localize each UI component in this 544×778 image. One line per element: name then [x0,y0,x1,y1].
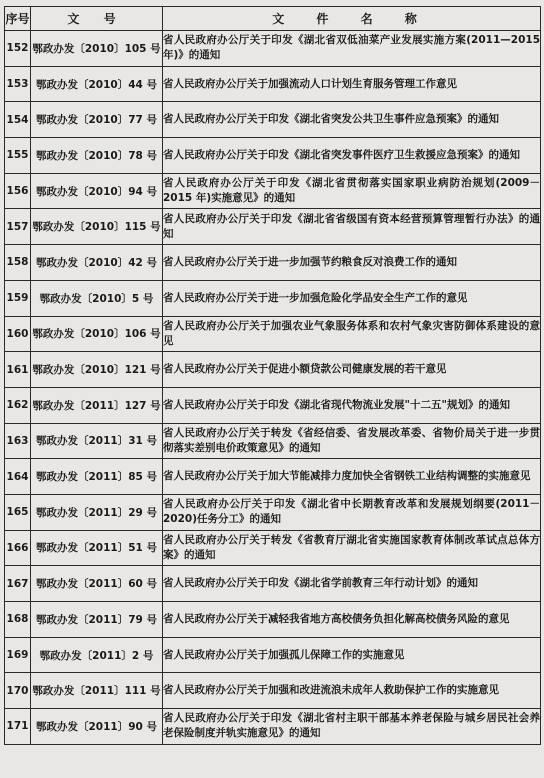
row-title: 省人民政府办公厅关于印发《湖北省省级国有资本经营预算管理暂行办法》的通知 [163,209,541,245]
table-row [5,209,541,245]
row-seq: 153 [5,66,31,102]
table-row [5,423,541,459]
row-seq: 168 [5,602,31,638]
table-row [5,173,541,209]
row-doc-no: 鄂政办发〔2010〕42 号 [31,245,163,281]
table-row [5,494,541,530]
row-seq: 171 [5,709,31,745]
row-title: 省人民政府办公厅关于减轻我省地方高校债务负担化解高校债务风险的意见 [163,602,541,638]
table-row [5,352,541,388]
row-title: 省人民政府办公厅关于加强农业气象服务体系和农村气象灾害防御体系建设的意见 [163,316,541,352]
row-seq: 160 [5,316,31,352]
row-doc-no: 鄂政办发〔2011〕79 号 [31,602,163,638]
table-row [5,245,541,281]
row-doc-no: 鄂政办发〔2011〕31 号 [31,423,163,459]
row-seq: 167 [5,566,31,602]
row-doc-no: 鄂政办发〔2011〕51 号 [31,530,163,566]
row-doc-no: 鄂政办发〔2010〕106 号 [31,316,163,352]
document-index-table [4,6,541,745]
row-seq: 169 [5,637,31,673]
row-doc-no: 鄂政办发〔2010〕78 号 [31,138,163,174]
row-title: 省人民政府办公厅关于加强和改进流浪未成年人救助保护工作的实施意见 [163,673,541,709]
row-seq: 158 [5,245,31,281]
row-seq: 157 [5,209,31,245]
row-seq: 159 [5,280,31,316]
table-row [5,31,541,67]
header-doc-no: 文 号 [31,7,163,31]
header-title: 文 件 名 称 [163,7,541,31]
row-seq: 164 [5,459,31,495]
row-title: 省人民政府办公厅关于转发《省教育厅湖北省实施国家教育体制改革试点总体方案》的通知 [163,530,541,566]
row-doc-no: 鄂政办发〔2010〕77 号 [31,102,163,138]
table-row [5,637,541,673]
row-doc-no: 鄂政办发〔2010〕121 号 [31,352,163,388]
row-doc-no: 鄂政办发〔2010〕105 号 [31,31,163,67]
row-doc-no: 鄂政办发〔2011〕127 号 [31,387,163,423]
row-seq: 162 [5,387,31,423]
row-title: 省人民政府办公厅关于进一步加强危险化学品安全生产工作的意见 [163,280,541,316]
table-row [5,530,541,566]
table-row [5,66,541,102]
table-row [5,316,541,352]
table-row [5,138,541,174]
row-title: 省人民政府办公厅关于印发《湖北省突发公共卫生事件应急预案》的通知 [163,102,541,138]
row-doc-no: 鄂政办发〔2011〕90 号 [31,709,163,745]
row-seq: 163 [5,423,31,459]
row-seq: 170 [5,673,31,709]
header-seq: 序号 [5,7,31,31]
row-doc-no: 鄂政办发〔2010〕44 号 [31,66,163,102]
table-row [5,280,541,316]
row-title: 省人民政府办公厅关于促进小额贷款公司健康发展的若干意见 [163,352,541,388]
row-seq: 152 [5,31,31,67]
row-seq: 166 [5,530,31,566]
row-seq: 155 [5,138,31,174]
row-title: 省人民政府办公厅关于印发《湖北省学前教育三年行动计划》的通知 [163,566,541,602]
row-doc-no: 鄂政办发〔2011〕29 号 [31,494,163,530]
table-row [5,673,541,709]
table-row [5,459,541,495]
table-row [5,602,541,638]
row-seq: 154 [5,102,31,138]
row-title: 省人民政府办公厅关于印发《湖北省双低油菜产业发展实施方案(2011—2015 年)》的通知 [163,31,541,67]
table-header-row [5,7,541,31]
table-row [5,387,541,423]
row-doc-no: 鄂政办发〔2011〕111 号 [31,673,163,709]
row-doc-no: 鄂政办发〔2011〕60 号 [31,566,163,602]
row-doc-no: 鄂政办发〔2010〕5 号 [31,280,163,316]
row-title: 省人民政府办公厅关于印发《湖北省村主职干部基本养老保险与城乡居民社会养老保险制度并轨实施意见》的通知 [163,709,541,745]
row-title: 省人民政府办公厅关于加强孤儿保障工作的实施意见 [163,637,541,673]
table-row [5,566,541,602]
row-title: 省人民政府办公厅关于转发《省经信委、省发展改革委、省物价局关于进一步贯彻落实差别电价政策意见》的通知 [163,423,541,459]
row-doc-no: 鄂政办发〔2010〕115 号 [31,209,163,245]
row-seq: 165 [5,494,31,530]
row-seq: 161 [5,352,31,388]
row-title: 省人民政府办公厅关于印发《湖北省突发事件医疗卫生救援应急预案》的通知 [163,138,541,174]
row-doc-no: 鄂政办发〔2011〕2 号 [31,637,163,673]
row-title: 省人民政府办公厅关于印发《湖北省现代物流业发展"十二五"规划》的通知 [163,387,541,423]
row-title: 省人民政府办公厅关于加大节能减排力度加快全省钢铁工业结构调整的实施意见 [163,459,541,495]
row-title: 省人民政府办公厅关于印发《湖北省中长期教育改革和发展规划纲要(2011－2020)任务分工》的通知 [163,494,541,530]
row-seq: 156 [5,173,31,209]
table-row [5,102,541,138]
row-title: 省人民政府办公厅关于加强流动人口计划生育服务管理工作意见 [163,66,541,102]
row-doc-no: 鄂政办发〔2011〕85 号 [31,459,163,495]
row-title: 省人民政府办公厅关于印发《湖北省贯彻落实国家职业病防治规划(2009－2015 年)实施意见》的通知 [163,173,541,209]
row-title: 省人民政府办公厅关于进一步加强节约粮食反对浪费工作的通知 [163,245,541,281]
row-doc-no: 鄂政办发〔2010〕94 号 [31,173,163,209]
table-row [5,709,541,745]
